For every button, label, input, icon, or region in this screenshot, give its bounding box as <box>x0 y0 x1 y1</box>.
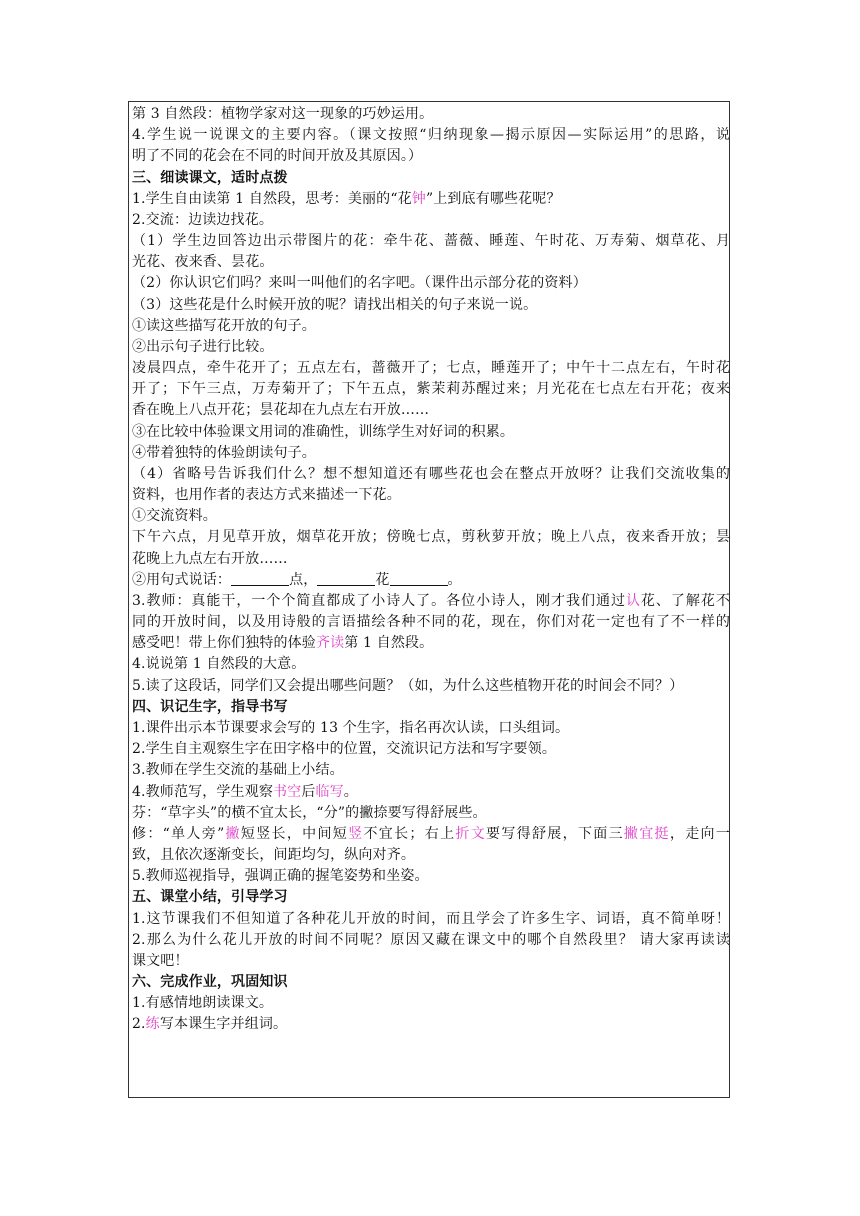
highlighted-word: 折文 <box>455 825 487 842</box>
pattern-end: 。 <box>447 571 462 588</box>
text-segment: ，走向一 <box>669 825 730 842</box>
text-line: 5.教师巡视指导，强调正确的握笔姿势和坐姿。 <box>132 868 429 885</box>
text-segment: 。 <box>343 783 358 800</box>
highlighted-word: 书空 <box>273 783 302 800</box>
text-segment: 2. <box>132 1016 146 1033</box>
text-line: 1.课件出示本节课要求会写的 13 个生字，指名再次认读，口头组词。 <box>132 719 570 736</box>
text-line: 香在晚上八点开花；昙花却在九点左右开放…… <box>132 402 430 419</box>
text-line: ②出示句子进行比较。 <box>132 338 274 355</box>
text-line: 3.教师在学生交流的基础上小结。 <box>132 762 344 779</box>
text-line: 资料，也用作者的表达方式来描述一下花。 <box>132 487 401 504</box>
fill-blank <box>390 571 448 586</box>
text-line: 花晚上九点左右开放…… <box>132 550 288 567</box>
text-line <box>132 570 730 591</box>
text-line: 第 3 自然段：植物学家对这一现象的巧妙运用。 <box>132 106 434 122</box>
section-heading: 四、识记生字，指导书写 <box>132 698 288 715</box>
text-line <box>132 1014 730 1035</box>
pattern-text: 点， <box>289 571 318 588</box>
text-segment: 1.学生自由读第 1 自然段，思考：美丽的“花 <box>132 190 412 207</box>
highlighted-word: 练 <box>145 1016 160 1033</box>
text-line: ①交流资料。 <box>132 508 217 525</box>
highlighted-word: 竖 <box>348 825 364 842</box>
text-segment: 修：“单人旁” <box>132 825 225 842</box>
text-line: 芬：“草字头”的横不宜太长，“分”的撇捺要写得舒展些。 <box>132 804 487 821</box>
text-segment: 写本课生字并组词。 <box>159 1016 288 1033</box>
section-heading: 六、完成作业，巩固知识 <box>132 974 288 991</box>
text-line: （2）你认识它们吗？来叫一叫他们的名字吧。（课件出示部分花的资料） <box>132 275 587 292</box>
text-segment: ”上到底有哪些花呢？ <box>425 190 561 207</box>
text-line: 同的开放时间，以及用诗般的言语描绘各种不同的花，现在，你们对花一定也有了不一样的 <box>132 614 730 631</box>
section-heading: 三、细读课文，适时点拨 <box>132 169 288 186</box>
pattern-prefix: ②用句式说话： <box>132 571 232 588</box>
highlighted-word: 钟 <box>411 190 426 207</box>
text-line: （4）省略号告诉我们什么？想不想知道还有哪些花也会在整点开放呀？让我们交流收集的 <box>132 465 730 482</box>
text-segment: 感受吧！带上你们独特的体验 <box>132 635 316 652</box>
text-line: ③在比较中体验课文用词的准确性，训练学生对好词的积累。 <box>132 423 515 440</box>
text-line: 1.这节课我们不但知道了各种花儿开放的时间，而且学会了许多生字、词语，真不简单呀！ <box>132 910 730 927</box>
text-line: 凌晨四点，牵牛花开了；五点左右，蔷薇开了；七点，睡莲开了；中午十二点左右，午时花 <box>132 360 730 377</box>
text-line: 课文吧！ <box>132 952 189 969</box>
text-line: 1.有感情地朗读课文。 <box>132 995 274 1012</box>
fill-blank <box>317 571 375 586</box>
highlighted-word: 撇 <box>224 825 241 842</box>
text-line: 2.那么为什么花儿开放的时间不同呢？原因又藏在课文中的哪个自然段里？ 请大家再读读 <box>132 931 730 948</box>
text-line: 4.学生说一说课文的主要内容。（课文按照“归纳现象—揭示原因—实际运用”的思路，说 <box>132 127 730 144</box>
text-segment: 花、了解花不 <box>640 592 730 609</box>
text-segment: 3.教师：真能干，一个个简直都成了小诗人了。各位小诗人，刚才我们通过 <box>132 592 626 609</box>
text-line: （3）这些花是什么时候开放的呢？请找出相关的句子来说一说。 <box>132 296 538 313</box>
lesson-plan-text <box>132 104 730 1036</box>
text-segment: 不宜长；右上 <box>363 825 456 842</box>
text-line <box>132 189 730 210</box>
text-line: ④带着独特的体验朗读句子。 <box>132 444 316 461</box>
section-heading: 五、课堂小结，引导学习 <box>132 889 288 906</box>
text-line: （1）学生边回答边出示带图片的花：牵牛花、蔷薇、睡莲、午时花、万寿菊、烟草花、月 <box>132 233 730 250</box>
text-segment: 第 1 自然段。 <box>344 635 434 652</box>
text-line: 致，且依次逐渐变长，间距均匀，纵向对齐。 <box>132 847 415 864</box>
text-line: 2.交流：边读边找花。 <box>132 211 274 228</box>
text-line <box>132 824 730 845</box>
text-segment: 后 <box>301 783 316 800</box>
lesson-plan-table-cell <box>128 101 730 1098</box>
highlighted-word: 撇宜挺 <box>623 825 670 842</box>
text-line <box>132 591 730 612</box>
text-segment: 要写得舒展，下面三 <box>486 825 624 842</box>
text-line: 下午六点，月见草开放，烟草花开放；傍晚七点，剪秋萝开放；晚上八点，夜来香开放；昙 <box>132 529 730 546</box>
text-line <box>132 633 730 654</box>
highlighted-word: 认 <box>625 592 641 609</box>
highlighted-word: 临写 <box>315 783 344 800</box>
text-line: 4.说说第 1 自然段的大意。 <box>132 656 306 673</box>
text-line <box>132 782 730 803</box>
text-line: 光花、夜来香、昙花。 <box>132 254 274 271</box>
fill-blank <box>231 571 289 586</box>
text-line: 开了；下午三点，万寿菊开了；下午五点，紫茉莉苏醒过来；月光花在七点左右开花；夜来 <box>132 381 730 398</box>
highlighted-word: 齐读 <box>315 635 345 652</box>
text-segment: 4.教师范写，学生观察 <box>132 783 274 800</box>
text-line: ①读这些描写花开放的句子。 <box>132 317 316 334</box>
text-line: 2.学生自主观察生字在田字格中的位置，交流识记方法和写字要领。 <box>132 741 557 758</box>
text-line: 5.读了这段话，同学们又会提出哪些问题？（如，为什么这些植物开花的时间会不同？） <box>132 677 684 694</box>
text-line: 明了不同的花会在不同的时间开放及其原因。） <box>132 148 423 165</box>
text-segment: 短竖长，中间短 <box>240 825 349 842</box>
pattern-text: 花 <box>375 571 390 588</box>
